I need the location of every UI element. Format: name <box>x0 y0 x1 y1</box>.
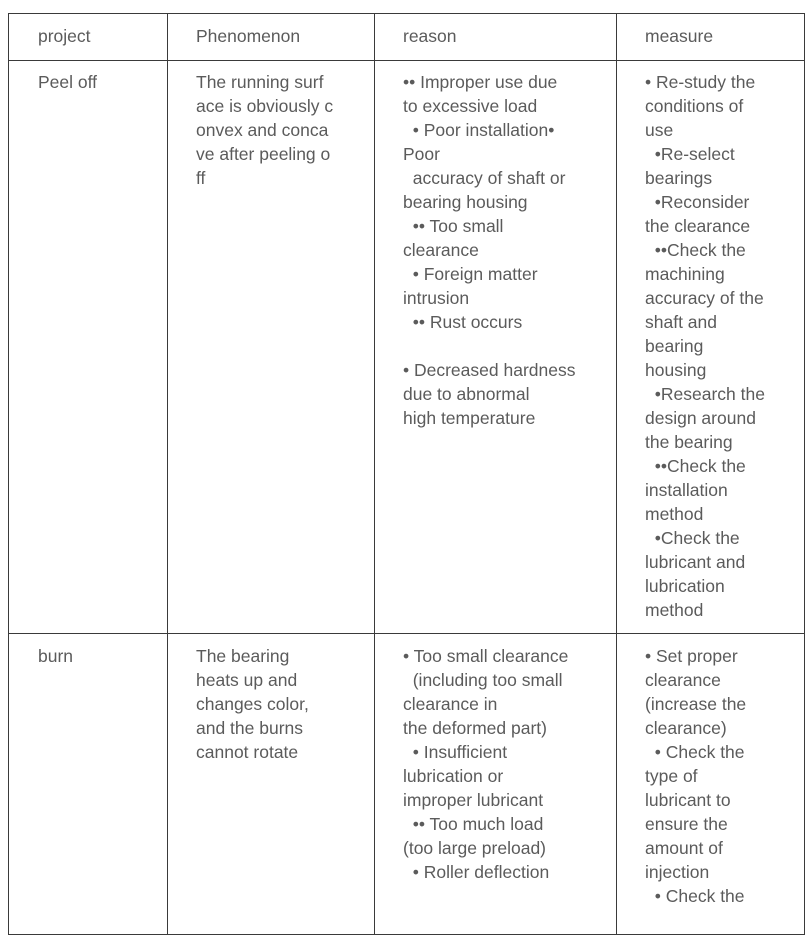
bearing-failure-table-container <box>8 13 805 935</box>
cell-reason: •• Improper use due to excessive load • Poor installation• Poor accuracy of shaft or bearing housing •• Too small clearance • Foreign matter intrusion •• Rust occurs • Decreased hardness due to abnormal high temperature <box>375 61 617 634</box>
cell-project: Peel off <box>9 61 168 634</box>
table-row <box>9 61 805 634</box>
cell-project: burn <box>9 634 168 935</box>
bearing-failure-table <box>8 13 805 935</box>
cell-measure: • Set proper clearance (increase the clearance) • Check the type of lubricant to ensure the amount of injection • Check the <box>617 634 805 935</box>
table-header-row <box>9 14 805 61</box>
cell-reason: • Too small clearance (including too small clearance in the deformed part) • Insufficient lubrication or improper lubricant •• Too much load (too large preload) • Roller deflection <box>375 634 617 935</box>
header-reason: reason <box>375 14 617 61</box>
cell-measure: • Re-study the conditions of use •Re-select bearings •Reconsider the clearance ••Check the machining accuracy of the shaft and bearing housing •Research the design around the bearing ••Check the installation method •Check the lubricant and lubrication method <box>617 61 805 634</box>
table-row <box>9 634 805 935</box>
cell-phenomenon: The bearing heats up and changes color, and the burns cannot rotate <box>168 634 375 935</box>
cell-phenomenon: The running surf ace is obviously c onvex and conca ve after peeling o ff <box>168 61 375 634</box>
header-phenomenon: Phenomenon <box>168 14 375 61</box>
header-project: project <box>9 14 168 61</box>
header-measure: measure <box>617 14 805 61</box>
